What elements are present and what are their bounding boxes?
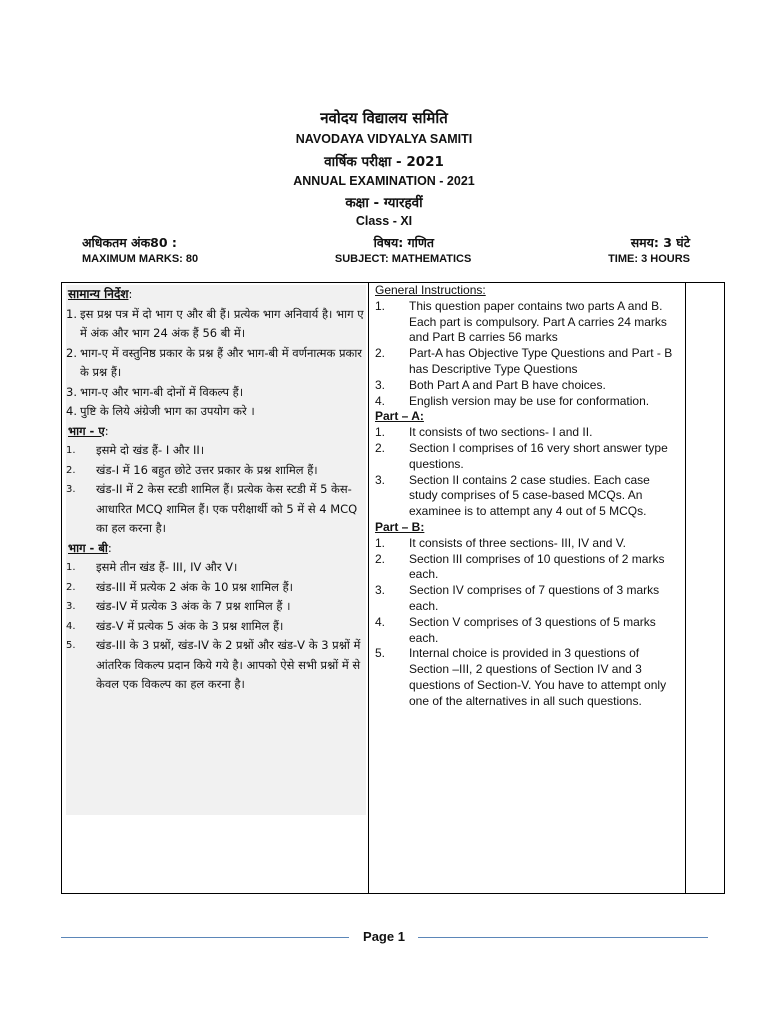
hindi-title-colon: :	[128, 287, 133, 301]
list-item	[375, 299, 681, 346]
list-item-text: भाग-ए में वस्तुनिष्ठ प्रकार के प्रश्न हैं और भाग-बी में वर्णनात्मक प्रकार के प्रश्न हैं।	[80, 345, 363, 379]
list-item-number: 1.	[375, 298, 386, 313]
list-item-text: इसमे दो खंड हैं- I और II।	[96, 443, 205, 457]
max-marks-hindi: अधिकतम अंक80 :	[82, 235, 177, 250]
max-marks-english: MAXIMUM MARKS: 80	[82, 253, 199, 265]
list-item-text: English version may be use for conformation.	[409, 393, 650, 408]
meta-row-hindi	[82, 234, 690, 251]
list-item-number: 4.	[66, 404, 77, 418]
list-item-number: 3.	[375, 377, 386, 392]
list-item-text: पुष्टि के लिये अंग्रेजी भाग का उपयोग करे ।	[80, 404, 255, 418]
list-item-number: 1.	[66, 306, 77, 321]
exam-title-english: ANNUAL EXAMINATION - 2021	[293, 174, 475, 188]
list-item-text: खंड-V में प्रत्येक 5 अंक के 3 प्रश्न शामिल हैं।	[96, 618, 284, 633]
list-item-text: खंड-IV में प्रत्येक 3 अंक के 7 प्रश्न शामिल हैं ।	[96, 599, 291, 613]
list-item-text: It consists of two sections- I and II.	[409, 425, 593, 440]
list-item-text: भाग-ए और भाग-बी दोनों में विकल्प हैं।	[80, 384, 244, 399]
list-item-number: 4.	[375, 393, 386, 408]
org-name-english: NAVODAYA VIDYALYA SAMITI	[295, 132, 473, 146]
list-item-text: Section IV comprises of 7 questions of 3 marks each.	[409, 583, 660, 613]
list-item-text: Both Part A and Part B have choices.	[409, 377, 606, 392]
list-item	[375, 346, 681, 378]
list-item	[66, 480, 366, 539]
hindi-part-a-list	[66, 441, 366, 539]
list-item-number: 1.	[66, 445, 76, 456]
english-general-list	[375, 299, 681, 410]
list-item	[66, 441, 366, 461]
list-item-number: 2.	[375, 551, 386, 566]
subject-english: SUBJECT: MATHEMATICS	[334, 253, 472, 265]
list-item	[375, 615, 681, 647]
subject-hindi: विषय: गणित	[373, 235, 435, 250]
list-item	[66, 597, 366, 617]
list-item	[375, 378, 681, 394]
list-item	[66, 344, 366, 383]
list-item-text: Section III comprises of 10 questions of 2 marks each.	[409, 551, 665, 582]
list-item	[66, 461, 366, 481]
meta-row-english	[82, 253, 690, 265]
list-item-number: 1.	[375, 535, 386, 550]
list-item-text: इसमे तीन खंड हैं- III, IV और V।	[96, 560, 238, 574]
list-item-text: Part-A has Objective Type Questions and Part - B has Descriptive Type Questions	[409, 346, 673, 376]
page-number: Page 1	[363, 929, 405, 944]
english-part-b-title: Part – B:	[375, 519, 425, 534]
hindi-instructions-panel: सामान्य निर्देश: 1. इस प्रश्न पत्र में दो भाग ए और बी हैं। प्रत्येक भाग अनिवार्य है। भाग ए में अंक और भाग 24 अंक हैं 56 बी में। 2. भाग-ए में वस्तुनिष्ठ प्रकार के प्रश्न हैं और भाग-बी में वर्णनात्मक प्रकार के प्रश्न हैं। 3. भाग-ए और भाग-बी दोनों में विकल्प हैं। 4. पुष्टि के लिये अंग्रेजी भाग का उपयोग करे । भाग - ए: 1. इसमे दो खंड हैं- I और II। 2. खंड-I में 16 बहुत छोटे उत्तर प्रकार के प्रश्न शामिल हैं। 3. खंड-II में 2 केस स्टडी शामिल हैं। प्रत्येक केस स्टडी में 5 केस-आधारित MCQ शामिल हैं। एक परीक्षार्थी को 5 में से 4 MCQ का हल करना है। भाग - बी: 1. इसमे तीन खंड हैं- III, IV और V। 2. खंड-III में प्रत्येक 2 अंक के 10 प्रश्न शामिल हैं। 3. खंड-IV में प्रत्येक 3 अंक के 7 प्रश्न शामिल हैं । 4. खंड-V में प्रत्येक 5 अंक के 3 प्रश्न शामिल हैं। 5. खंड-III के 3 प्रश्नों, खंड-IV के 2 प्रश्नों और खंड-V के 3 प्रश्नों में आंतरिक विकल्प प्रदान किये गये है। आपको ऐसे सभी प्रश्नों में से केवल एक विकल्प का हल करना है।	[66, 285, 366, 815]
list-item	[66, 578, 366, 598]
list-item	[66, 617, 366, 637]
list-item-text: Section I comprises of 16 very short answer type questions.	[409, 440, 668, 471]
list-item-number: 5.	[66, 640, 76, 651]
list-item-text: It consists of three sections- III, IV and V.	[409, 535, 626, 550]
list-item	[375, 552, 681, 584]
list-item	[66, 636, 366, 695]
list-item-text: इस प्रश्न पत्र में दो भाग ए और बी हैं। प्रत्येक भाग अनिवार्य है। भाग ए में अंक और भाग 24 अंक हैं 56 बी में।	[80, 306, 364, 340]
org-name-hindi: नवोदय विद्यालय समिति	[320, 109, 448, 127]
list-item	[66, 402, 366, 422]
instructions-table	[61, 282, 725, 894]
list-item-number: 3.	[66, 601, 76, 612]
list-item	[375, 583, 681, 615]
list-item-number: 1.	[375, 425, 386, 440]
list-item	[375, 394, 681, 410]
list-item-text: This question paper contains two parts A and B. Each part is compulsory. Part A carries 24 marks and Part B carries 56 marks	[409, 298, 667, 345]
list-item	[66, 383, 366, 403]
english-instructions-title: General Instructions:	[375, 283, 486, 297]
english-instructions-column	[369, 283, 686, 893]
list-item-number: 2.	[375, 440, 386, 455]
hindi-instructions-title: सामान्य निर्देश	[68, 287, 129, 301]
list-item-number: 3.	[66, 384, 77, 399]
list-item-number: 4.	[375, 614, 386, 629]
list-item-number: 5.	[375, 646, 386, 661]
list-item	[375, 536, 681, 552]
list-item-number: 2.	[66, 581, 76, 593]
list-item-text: Section V comprises of 3 questions of 5 marks each.	[409, 614, 656, 645]
hindi-general-list	[66, 305, 366, 422]
hindi-part-b-list	[66, 558, 366, 695]
hindi-part-b-title: भाग - बी	[68, 540, 108, 555]
list-item-text: खंड-III के 3 प्रश्नों, खंड-IV के 2 प्रश्नों और खंड-V के 3 प्रश्नों में आंतरिक विकल्प प्रदान किये गये है। आपको ऐसे सभी प्रश्नों में से केवल एक विकल्प का हल करना है।	[96, 638, 361, 691]
hindi-part-a-title: भाग - ए	[68, 423, 105, 438]
list-item	[66, 305, 366, 344]
class-hindi: कक्षा - ग्यारहवीं	[345, 195, 423, 211]
list-item-text: Section II contains 2 case studies. Each case study comprises of 5 case-based MCQs. An examinee is to attempt any 4 out of 5 MCQs.	[409, 472, 650, 519]
list-item-number: 3.	[66, 484, 76, 495]
list-item	[66, 558, 366, 578]
list-item-number: 2.	[66, 464, 76, 476]
english-part-a-title: Part – A:	[375, 409, 424, 424]
exam-title-hindi: वार्षिक परीक्षा - 2021	[324, 154, 444, 170]
list-item-number: 4.	[66, 620, 76, 632]
list-item	[375, 646, 681, 709]
list-item-text: Internal choice is provided in 3 questions of Section –III, 2 questions of Section IV and 3 questions of Section-V. You have to attempt only one of the alternatives in all such questions.	[409, 646, 667, 708]
list-item	[375, 473, 681, 520]
list-item	[375, 425, 681, 441]
list-item-number: 2.	[375, 346, 386, 361]
list-item-number: 3.	[375, 472, 386, 487]
list-item	[375, 441, 681, 473]
english-part-a-list	[375, 425, 681, 520]
list-item-number: 2.	[66, 345, 77, 360]
class-english: Class - XI	[355, 214, 413, 228]
list-item-number: 3.	[375, 583, 386, 598]
list-item-text: खंड-II में 2 केस स्टडी शामिल हैं। प्रत्येक केस स्टडी में 5 केस-आधारित MCQ शामिल हैं। एक परीक्षार्थी को 5 में से 4 MCQ का हल करना है।	[96, 482, 358, 535]
list-item-number: 1.	[66, 562, 76, 573]
english-part-b-list	[375, 536, 681, 710]
time-english: TIME: 3 HOURS	[608, 253, 690, 265]
hindi-instructions-column	[62, 283, 369, 893]
list-item-text: खंड-I में 16 बहुत छोटे उत्तर प्रकार के प्रश्न शामिल हैं।	[96, 462, 318, 477]
time-hindi: समय: 3 घंटे	[630, 235, 690, 250]
list-item-text: खंड-III में प्रत्येक 2 अंक के 10 प्रश्न शामिल हैं।	[96, 579, 294, 594]
